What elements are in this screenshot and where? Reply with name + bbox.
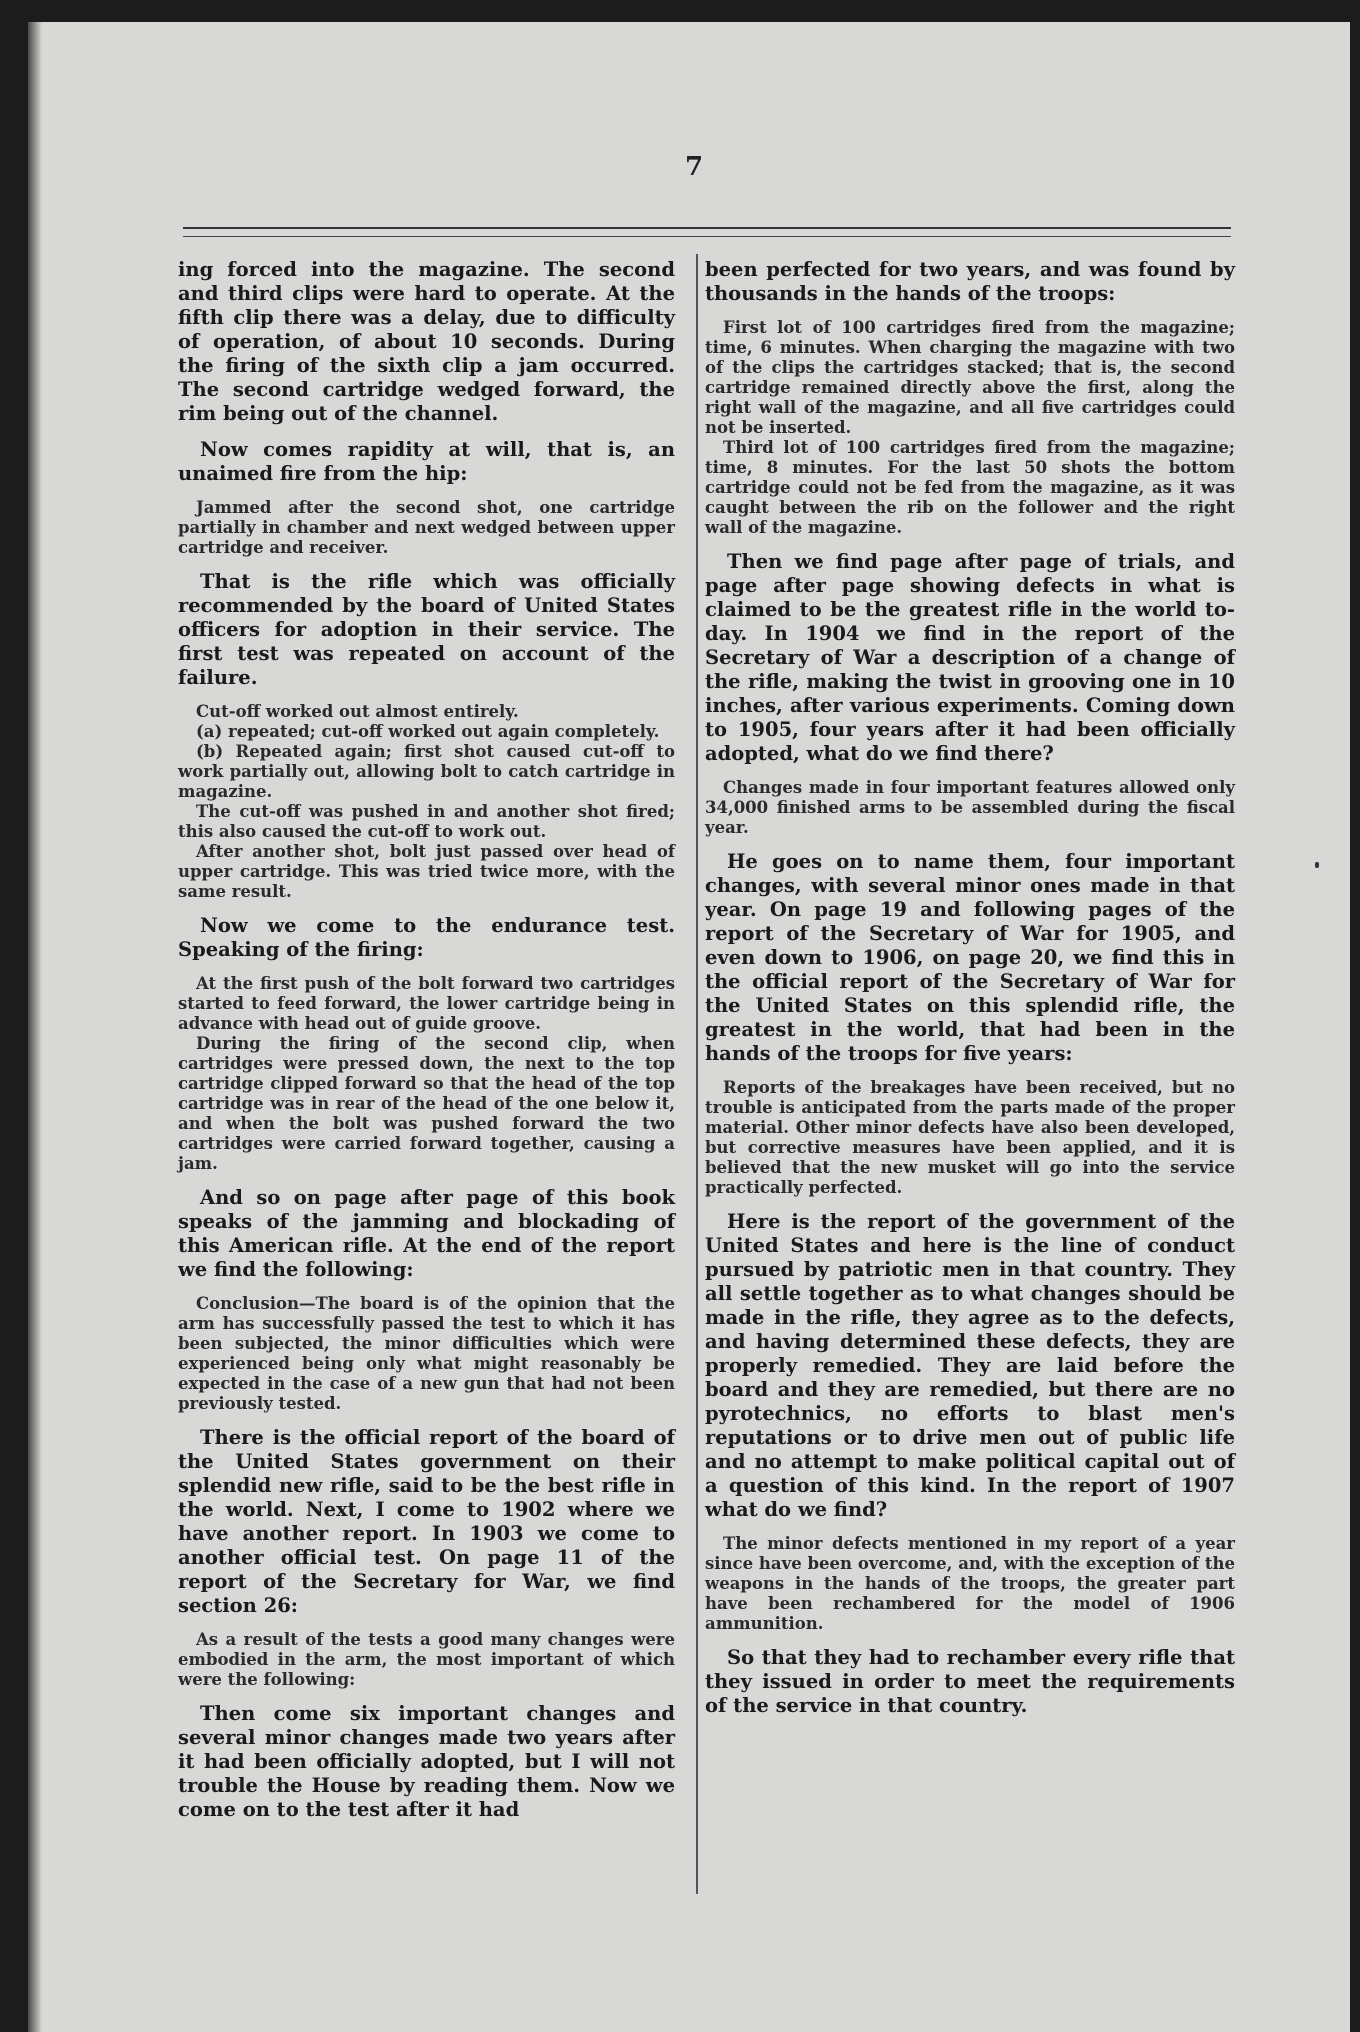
- quote-line: First lot of 100 cartridges fired from the magazine; time, 6 minutes. When charging the magazine with two of the clips the cartridges stacked; that is, the second cartridge remained directly above the first, along the right wall of the magazine, and all five cartridges could not be inserted.: [705, 318, 1235, 437]
- page-number: 7: [684, 152, 704, 182]
- header-rule: [183, 227, 1231, 229]
- paragraph: Now comes rapidity at will, that is, an unaimed fire from the hip:: [178, 438, 675, 485]
- block-quote: [705, 1534, 1235, 1634]
- quote-line: At the first push of the bolt forward two cartridges started to feed forward, the lower cartridge being in advance with head out of guide groove.: [178, 974, 675, 1033]
- scan-speck: [1315, 862, 1319, 868]
- block-quote: [178, 498, 675, 558]
- paragraph: Here is the report of the government of the United States and here is the line of conduct pursued by patriotic men in that country. They all settle together as to what changes should be made in the rifle, they agree as to the defects, and having determined these defects, they are properly remedied. They are laid before the board and they are remedied, but there are no pyrotechnics, no efforts to blast men's reputations or to drive men out of public life and no attempt to make political capital out of a question of this kind. In the report of 1907 what do we find?: [705, 1210, 1235, 1521]
- paragraph: been perfected for two years, and was found by thousands in the hands of the troops:: [705, 258, 1235, 305]
- paragraph: That is the rifle which was officially recommended by the board of United States officers for adoption in their service. The first test was repeated on account of the failure.: [178, 570, 675, 689]
- block-quote: [178, 1630, 675, 1690]
- scan-edge-shadow: [28, 22, 42, 2032]
- column-divider: [696, 254, 698, 1894]
- block-quote: [705, 1078, 1235, 1198]
- paragraph: So that they had to rechamber every rifle that they issued in order to meet the requirements of the service in that country.: [705, 1646, 1235, 1717]
- quote-line: As a result of the tests a good many changes were embodied in the arm, the most important of which were the following:: [178, 1630, 675, 1689]
- paragraph: And so on page after page of this book speaks of the jamming and blockading of this American rifle. At the end of the report we find the following:: [178, 1186, 675, 1281]
- quote-line: Jammed after the second shot, one cartridge partially in chamber and next wedged between upper cartridge and receiver.: [178, 498, 675, 557]
- scan-border: [1350, 22, 1360, 2032]
- quote-line: The cut-off was pushed in and another shot fired; this also caused the cut-off to work out.: [178, 802, 675, 841]
- block-quote: [178, 1294, 675, 1414]
- header-rule-thin: [183, 236, 1231, 237]
- block-quote: [705, 778, 1235, 838]
- paragraph: Now we come to the endurance test. Speaking of the firing:: [178, 914, 675, 961]
- paragraph: Then we find page after page of trials, and page after page showing defects in what is claimed to be the greatest rifle in the world to-day. In 1904 we find in the report of the Secretary of War a description of a change of the rifle, making the twist in grooving one in 10 inches, after various experiments. Coming down to 1905, four years after it had been officially adopted, what do we find there?: [705, 550, 1235, 765]
- document-page: [28, 22, 1360, 2032]
- quote-line: Changes made in four important features allowed only 34,000 finished arms to be assembled during the fiscal year.: [705, 778, 1235, 837]
- quote-line: Third lot of 100 cartridges fired from the magazine; time, 8 minutes. For the last 50 shots the bottom cartridge could not be fed from the magazine, as it was caught between the rib on the follower and the right wall of the magazine.: [705, 438, 1235, 537]
- paragraph: ing forced into the magazine. The second and third clips were hard to operate. At the fifth clip there was a delay, due to difficulty of operation, of about 10 seconds. During the firing of the sixth clip a jam occurred. The second cartridge wedged forward, the rim being out of the channel.: [178, 258, 675, 425]
- block-quote: [178, 702, 675, 902]
- left-column: [178, 258, 675, 1834]
- quote-line: Conclusion—The board is of the opinion that the arm has successfully passed the test to which it has been subjected, the minor difficulties which were experienced being only what might reasonably be expected in the case of a new gun that had not been previously tested.: [178, 1294, 675, 1413]
- quote-line: During the firing of the second clip, when cartridges were pressed down, the next to the top cartridge clipped forward so that the head of the top cartridge was in rear of the head of the one below it, and when the bolt was pushed forward the two cartridges were carried forward together, causing a jam.: [178, 1034, 675, 1173]
- quote-line: After another shot, bolt just passed over head of upper cartridge. This was tried twice more, with the same result.: [178, 842, 675, 901]
- quote-line: The minor defects mentioned in my report of a year since have been overcome, and, with the exception of the weapons in the hands of the troops, the greater part have been rechambered for the model of 1906 ammunition.: [705, 1534, 1235, 1633]
- right-column: [705, 258, 1235, 1730]
- paragraph: Then come six important changes and several minor changes made two years after it had been officially adopted, but I will not trouble the House by reading them. Now we come on to the test after it had: [178, 1702, 675, 1821]
- paragraph: There is the official report of the board of the United States government on their splendid new rifle, said to be the best rifle in the world. Next, I come to 1902 where we have another report. In 1903 we come to another official test. On page 11 of the report of the Secretary for War, we find section 26:: [178, 1426, 675, 1617]
- quote-line: (b) Repeated again; first shot caused cut-off to work partially out, allowing bolt to catch cartridge in magazine.: [178, 742, 675, 801]
- quote-line: Cut-off worked out almost entirely.: [196, 702, 519, 721]
- block-quote: [705, 318, 1235, 538]
- quote-line: Reports of the breakages have been received, but no trouble is anticipated from the parts made of the proper material. Other minor defects have also been developed, but corrective measures have been applied, and it is believed that the new musket will go into the service practically perfected.: [705, 1078, 1235, 1197]
- block-quote: [178, 974, 675, 1174]
- quote-line: (a) repeated; cut-off worked out again completely.: [196, 722, 660, 741]
- paragraph: He goes on to name them, four important changes, with several minor ones made in that year. On page 19 and following pages of the report of the Secretary of War for 1905, and even down to 1906, on page 20, we find this in the official report of the Secretary of War for the United States on this splendid rifle, the greatest in the world, that had been in the hands of the troops for five years:: [705, 850, 1235, 1065]
